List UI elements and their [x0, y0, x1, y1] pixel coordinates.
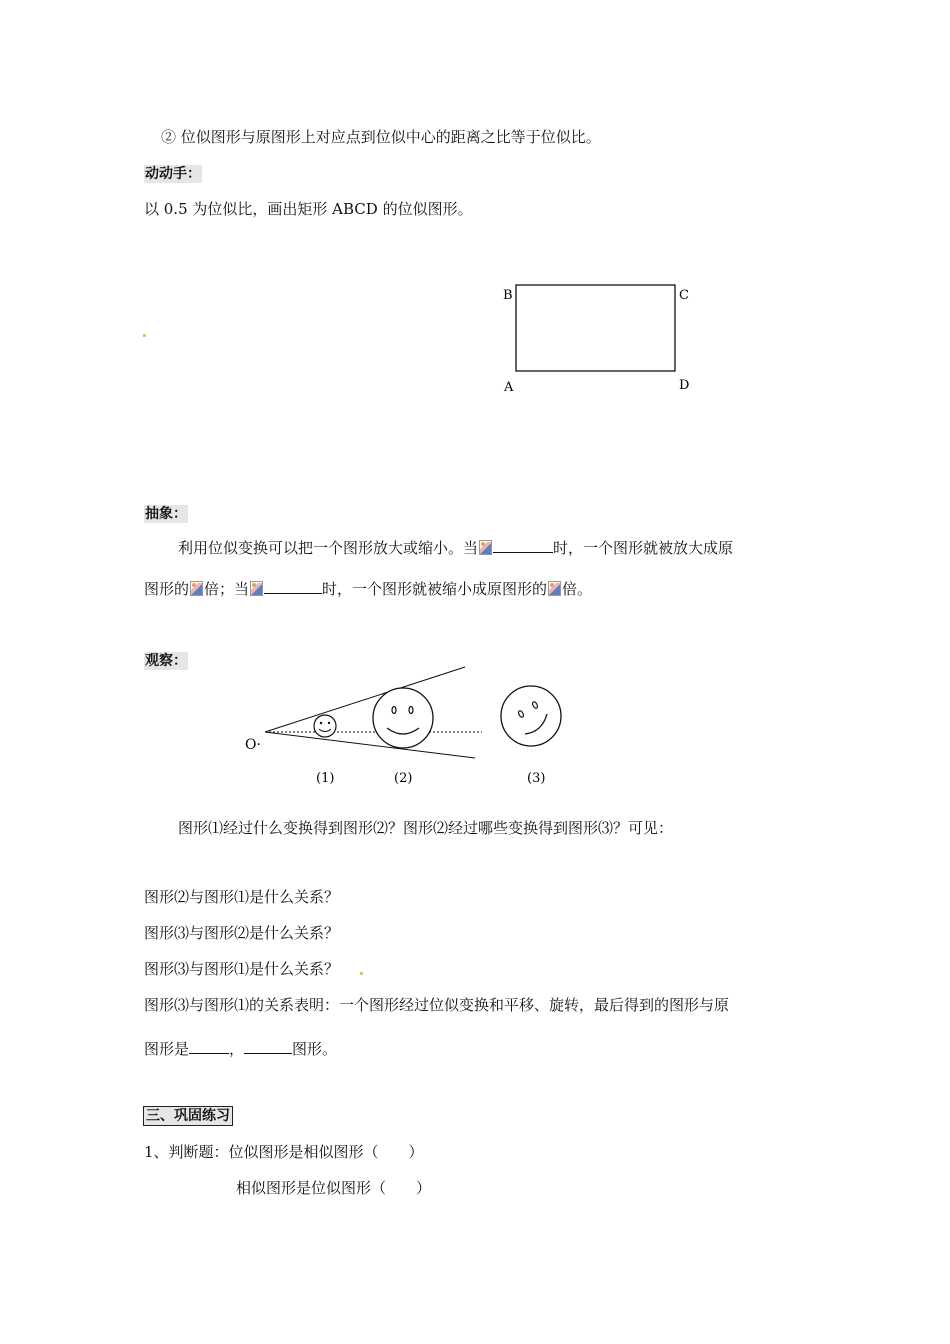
abstract-text-1: 利用位似变换可以把一个图形放大或缩小。当 — [178, 539, 479, 557]
figure-label-1: (1) — [316, 771, 335, 786]
observe-conclusion-2 — [144, 1039, 337, 1059]
observe-conclusion-1: 图形⑶与图形⑴的关系表明：一个图形经过位似变换和平移、旋转，最后得到的图形与原 — [144, 996, 730, 1014]
abstract-text-5: 时，一个图形就被缩小成原图形的 — [322, 580, 548, 598]
smiley-2 — [373, 688, 433, 748]
smiley-1 — [314, 715, 336, 737]
rectangle-abcd-figure — [495, 275, 700, 400]
observe-q1: 图形⑵与图形⑴是什么关系？ — [144, 888, 340, 906]
ray-lower — [265, 732, 475, 758]
ray-upper — [265, 667, 465, 732]
abstract-line-2 — [144, 579, 592, 599]
conclusion-text-2: 图形。 — [292, 1040, 338, 1058]
label-b: B — [503, 288, 513, 303]
formula-placeholder-icon — [548, 581, 561, 596]
formula-placeholder-icon — [479, 540, 492, 555]
abstract-text-3: 图形的 — [144, 580, 190, 598]
hands-on-instruction: 以 0.5 为位似比，画出矩形 ABCD 的位似图形。 — [144, 200, 473, 218]
center-label-o: O· — [245, 737, 261, 753]
stray-mark — [360, 972, 363, 975]
practice-q1-statement-a: 位似图形是相似图形（ ） — [228, 1143, 424, 1161]
conclusion-separator: ， — [229, 1040, 245, 1058]
formula-placeholder-icon — [190, 581, 203, 596]
abstract-text-2: 时，一个图形就被放大成原 — [553, 539, 734, 557]
abstract-text-6: 倍。 — [562, 580, 593, 598]
label-c: C — [679, 288, 689, 303]
observe-q3: 图形⑶与图形⑴是什么关系？ — [144, 960, 340, 978]
practice-q1-statement-b: 相似图形是位似图形（ ） — [236, 1179, 432, 1197]
item-2-text: ② 位似图形与原图形上对应点到位似中心的距离之比等于位似比。 — [161, 128, 601, 146]
observe-question: 图形⑴经过什么变换得到图形⑵？图形⑵经过哪些变换得到图形⑶？可见： — [178, 819, 674, 837]
heading-abstract: 抽象： — [145, 506, 187, 522]
figure-label-2: (2) — [394, 771, 413, 786]
smiley-3 — [501, 686, 561, 746]
heading-hands-on: 动动手： — [145, 166, 201, 182]
label-d: D — [679, 378, 690, 393]
heading-observe: 观察： — [145, 653, 187, 669]
homothety-figure — [240, 660, 580, 790]
formula-placeholder-icon — [250, 581, 263, 596]
conclusion-text-1: 图形是 — [144, 1040, 190, 1058]
practice-q1-line-a — [144, 1142, 424, 1162]
blank-3 — [189, 1039, 229, 1054]
observe-q2: 图形⑶与图形⑵是什么关系？ — [144, 924, 340, 942]
abstract-text-4: 倍；当 — [204, 580, 250, 598]
practice-q1-label: 1、判断题： — [144, 1143, 229, 1161]
label-a: A — [504, 380, 514, 395]
blank-1 — [493, 538, 553, 553]
rectangle-abcd — [516, 285, 675, 371]
blank-4 — [244, 1039, 292, 1054]
heading-practice: 三、巩固练习 — [143, 1106, 233, 1126]
blank-2 — [264, 579, 322, 594]
figure-label-3: (3) — [527, 771, 546, 786]
stray-mark — [143, 334, 146, 337]
abstract-line-1 — [178, 538, 733, 558]
